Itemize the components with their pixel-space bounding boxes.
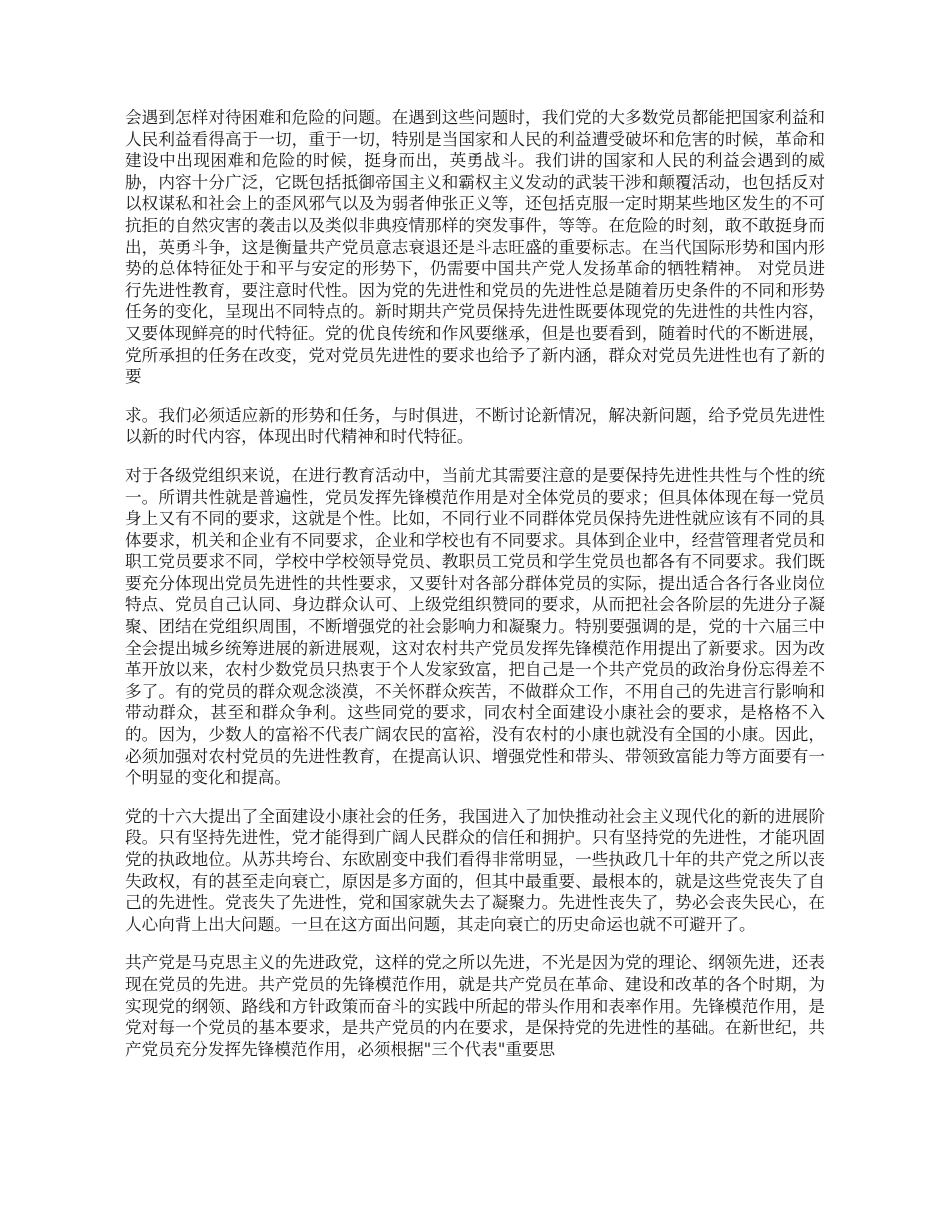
paragraph: 求。我们必须适应新的形势和任务，与时俱进，不断讨论新情况，解决新问题，给予党员先进性以新的时代内容，体现出时代精神和时代特征。 [125, 405, 825, 447]
document-body [125, 107, 825, 1077]
paragraph: 共产党是马克思主义的先进政党，这样的党之所以先进，不光是因为党的理论、纲领先进，还表现在党员的先进。共产党员的先锋模范作用，就是共产党员在革命、建设和改革的各个时期，为实现党的纲领、路线和方针政策而奋斗的实践中所起的带头作用和表率作用。先锋模范作用，是党对每一个党员的基本要求，是共产党员的内在要求，是保持党的先进性的基础。在新世纪，共产党员充分发挥先锋模范作用，必须根据"三个代表"重要思 [125, 953, 825, 1059]
paragraph: 会遇到怎样对待困难和危险的问题。在遇到这些问题时，我们党的大多数党员都能把国家利益和人民利益看得高于一切，重于一切，特别是当国家和人民的利益遭受破坏和危害的时候，革命和建设中出现困难和危险的时候，挺身而出，英勇战斗。我们讲的国家和人民的利益会遇到的威胁，内容十分广泛，它既包括抵御帝国主义和霸权主义发动的武装干涉和颠覆活动，也包括反对以权谋私和社会上的歪风邪气以及为弱者伸张正义等，还包括克服一定时期某些地区发生的不可抗拒的自然灾害的袭击以及类似非典疫情那样的突发事件，等等。在危险的时刻，敢不敢挺身而出，英勇斗争，这是衡量共产党员意志衰退还是斗志旺盛的重要标志。在当代国际形势和国内形势的总体特征处于和平与安定的形势下，仍需要中国共产党人发扬革命的牺牲精神。 对党员进行先进性教育，要注意时代性。因为党的先进性和党员的先进性总是随着历史条件的不同和形势任务的变化，呈现出不同特点的。新时期共产党员保持先进性既要体现党的先进性的共性内容，又要体现鲜亮的时代特征。党的优良传统和作风要继承，但是也要看到，随着时代的不断进展，党所承担的任务在改变，党对党员先进性的要求也给予了新内涵，群众对党员先进性也有了新的要 [125, 108, 825, 387]
paragraph: 对于各级党组织来说，在进行教育活动中，当前尤其需要注意的是要保持先进性共性与个性的统一。所谓共性就是普遍性，党员发挥先锋模范作用是对全体党员的要求；但具体体现在每一党员身上又有不同的要求，这就是个性。比如，不同行业不同群体党员保持先进性就应该有不同的具体要求，机关和企业有不同要求，企业和学校也有不同要求。具体到企业中，经营管理者党员和职工党员要求不同，学校中学校领导党员、教职员工党员和学生党员也都各有不同要求。我们既要充分体现出党员先进性的共性要求，又要针对各部分群体党员的实际，提出适合各行各业岗位特点、党员自己认同、身边群众认可、上级党组织赞同的要求，从而把社会各阶层的先进分子凝聚、团结在党组织周围，不断增强党的社会影响力和凝聚力。特别要强调的是，党的十六届三中全会提出城乡统筹进展的新进展观，这对农村共产党员发挥先锋模范作用提出了新要求。因为改革开放以来，农村少数党员只热衷于个人发家致富，把自己是一个共产党员的政治身份忘得差不多了。有的党员的群众观念淡漠，不关怀群众疾苦，不做群众工作，不用自己的先进言行影响和带动群众，甚至和群众争利。这些同党的要求，同农村全面建设小康社会的要求，是格格不入的。因为，少数人的富裕不代表广阔农民的富裕，没有农村的小康也就没有全国的小康。因此，必须加强对农村党员的先进性教育，在提高认识、增强党性和带头、带领致富能力等方面要有一个明显的变化和提高。 [125, 465, 825, 788]
paragraph: 党的十六大提出了全面建设小康社会的任务，我国进入了加快推动社会主义现代化的新的进展阶段。只有坚持先进性，党才能得到广阔人民群众的信任和拥护。只有坚持党的先进性，才能巩固党的执政地位。从苏共垮台、东欧剧变中我们看得非常明显，一些执政几十年的共产党之所以丧失政权，有的甚至走向衰亡，原因是多方面的，但其中最重要、最根本的，就是这些党丧失了自己的先进性。党丧失了先进性，党和国家就失去了凝聚力。先进性丧失了，势必会丧失民心，在人心向背上出大问题。一旦在这方面出问题，其走向衰亡的历史命运也就不可避开了。 [125, 806, 825, 934]
